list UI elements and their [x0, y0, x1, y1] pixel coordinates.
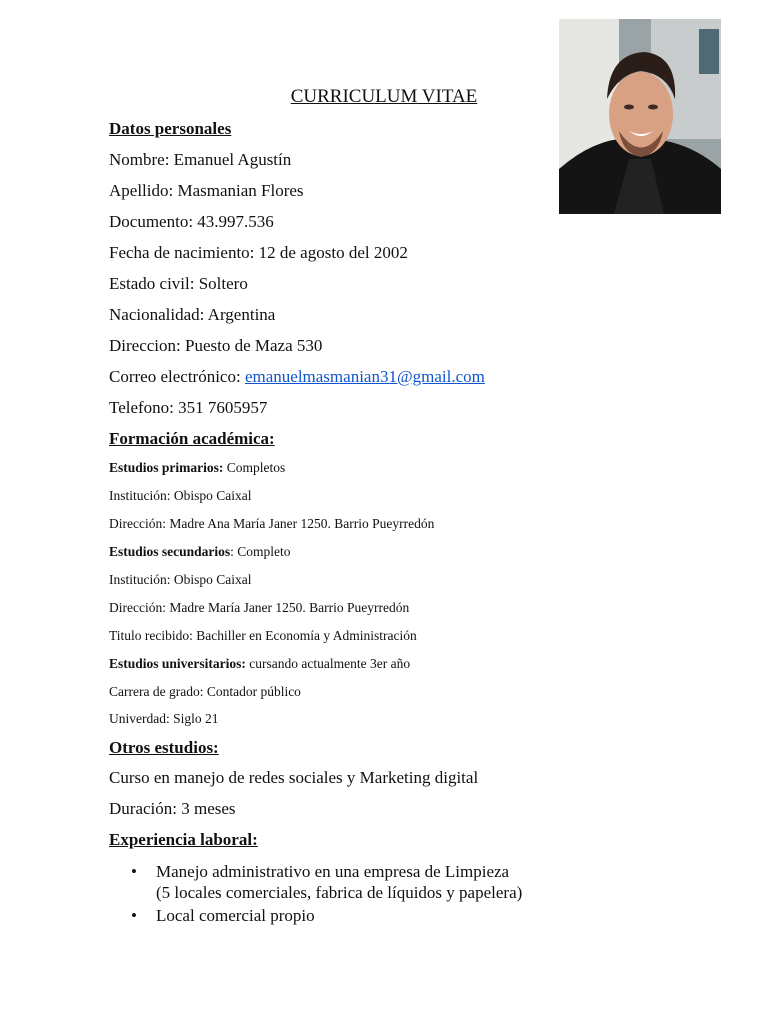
field-carrera: Carrera de grado: Contador público — [109, 684, 301, 699]
field-nacimiento: Fecha de nacimiento: 12 de agosto del 2002 — [109, 243, 408, 262]
section-heading-personal: Datos personales — [109, 119, 232, 138]
field-universitarios — [109, 656, 410, 672]
universitarios-value: cursando actualmente 3er año — [245, 656, 411, 671]
field-curso: Curso en manejo de redes sociales y Marketing digital — [109, 768, 479, 787]
primarios-label: Estudios primarios: — [109, 460, 224, 475]
field-primarios-direccion: Dirección: Madre Ana María Janer 1250. Barrio Pueyrredón — [109, 516, 435, 531]
field-primarios-institucion: Institución: Obispo Caixal — [109, 488, 252, 503]
field-telefono: Telefono: 351 7605957 — [109, 398, 268, 417]
list-item: Local comercial propio — [156, 906, 315, 925]
field-direccion: Direccion: Puesto de Maza 530 — [109, 336, 323, 355]
field-apellido: Apellido: Masmanian Flores — [109, 181, 304, 200]
profile-photo — [559, 19, 721, 214]
field-titulo: Titulo recibido: Bachiller en Economía y Administración — [109, 628, 417, 643]
field-primarios — [109, 460, 285, 476]
bullet-icon: • — [131, 862, 137, 881]
field-secundarios-direccion: Dirección: Madre María Janer 1250. Barrio Pueyrredón — [109, 600, 410, 615]
primarios-value: Completos — [223, 460, 286, 475]
secundarios-label: Estudios secundarios — [109, 544, 231, 559]
correo-label: Correo electrónico: — [109, 367, 245, 386]
list-item: Manejo administrativo en una empresa de Limpieza — [156, 862, 510, 881]
field-secundarios — [109, 544, 291, 560]
page-title: CURRICULUM VITAE — [290, 86, 478, 107]
field-documento: Documento: 43.997.536 — [109, 212, 274, 231]
field-nombre: Nombre: Emanuel Agustín — [109, 150, 292, 169]
section-heading-otros: Otros estudios: — [109, 738, 219, 757]
bullet-icon: • — [131, 906, 137, 925]
field-correo — [109, 367, 485, 387]
field-nacionalidad: Nacionalidad: Argentina — [109, 305, 276, 324]
field-universidad: Univerdad: Siglo 21 — [109, 711, 219, 726]
universitarios-label: Estudios universitarios: — [109, 656, 246, 671]
field-secundarios-institucion: Institución: Obispo Caixal — [109, 572, 252, 587]
section-heading-experiencia: Experiencia laboral: — [109, 830, 258, 849]
list-item-continuation: (5 locales comerciales, fabrica de líquidos y papelera) — [156, 883, 523, 902]
secundarios-value: : Completo — [230, 544, 291, 559]
field-estado-civil: Estado civil: Soltero — [109, 274, 248, 293]
profile-photo-image — [559, 19, 721, 214]
email-link[interactable]: emanuelmasmanian31@gmail.com — [244, 367, 485, 386]
field-duracion: Duración: 3 meses — [109, 799, 236, 818]
section-heading-formacion: Formación académica: — [109, 429, 275, 448]
